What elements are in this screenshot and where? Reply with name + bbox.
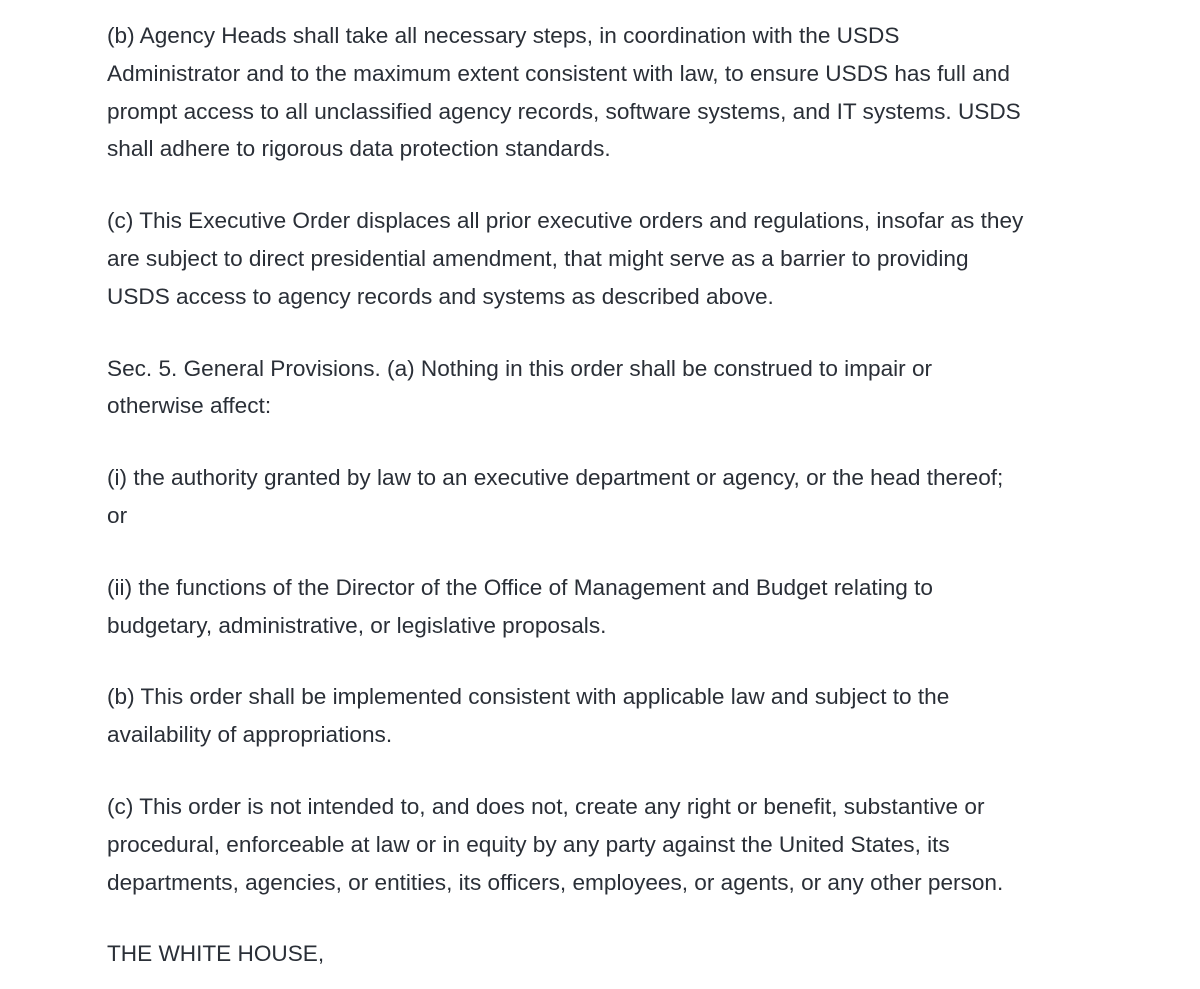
text-line: (b) Agency Heads shall take all necessary steps, in coordination with the USDS	[107, 23, 900, 48]
text-line: (ii) the functions of the Director of the Office of Management and Budget relating to	[107, 574, 933, 600]
text-line: (c) This Executive Order displaces all prior executive orders and regulations, insofar as they	[107, 208, 1024, 234]
text-line: procedural, enforceable at law or in equity by any party against the United States, its	[107, 831, 950, 857]
text-line: departments, agencies, or entities, its officers, employees, or agents, or any other person.	[107, 869, 1004, 895]
paragraph	[107, 459, 1200, 535]
text-line: availability of appropriations.	[107, 722, 393, 748]
text-line: Administrator and to the maximum extent consistent with law, to ensure USDS has full and	[107, 60, 1010, 86]
text-line: THE WHITE HOUSE,	[107, 941, 325, 967]
text-line: budgetary, administrative, or legislative proposals.	[107, 612, 607, 638]
text-line: otherwise affect:	[107, 393, 272, 419]
text-line: (c) This order is not intended to, and does not, create any right or benefit, substantive or	[107, 793, 985, 819]
paragraph	[107, 678, 1200, 754]
paragraph	[107, 202, 1200, 315]
text-line: prompt access to all unclassified agency records, software systems, and IT systems. USDS	[107, 98, 1021, 124]
text-line: Sec. 5. General Provisions. (a) Nothing in this order shall be construed to impair or	[107, 355, 933, 381]
text-line: (b) This order shall be implemented consistent with applicable law and subject to the	[107, 684, 950, 710]
text-line: shall adhere to rigorous data protection standards.	[107, 136, 611, 162]
paragraph	[107, 17, 1200, 168]
paragraph	[107, 788, 1200, 901]
paragraph	[107, 935, 1200, 973]
paragraph	[107, 569, 1200, 645]
text-line: are subject to direct presidential amendment, that might serve as a barrier to providing	[107, 245, 969, 271]
text-line: (i) the authority granted by law to an executive department or agency, or the head thereof;	[107, 465, 1004, 491]
paragraph	[107, 350, 1200, 426]
text-line: USDS access to agency records and systems as described above.	[107, 283, 774, 309]
text-line: or	[107, 502, 128, 528]
